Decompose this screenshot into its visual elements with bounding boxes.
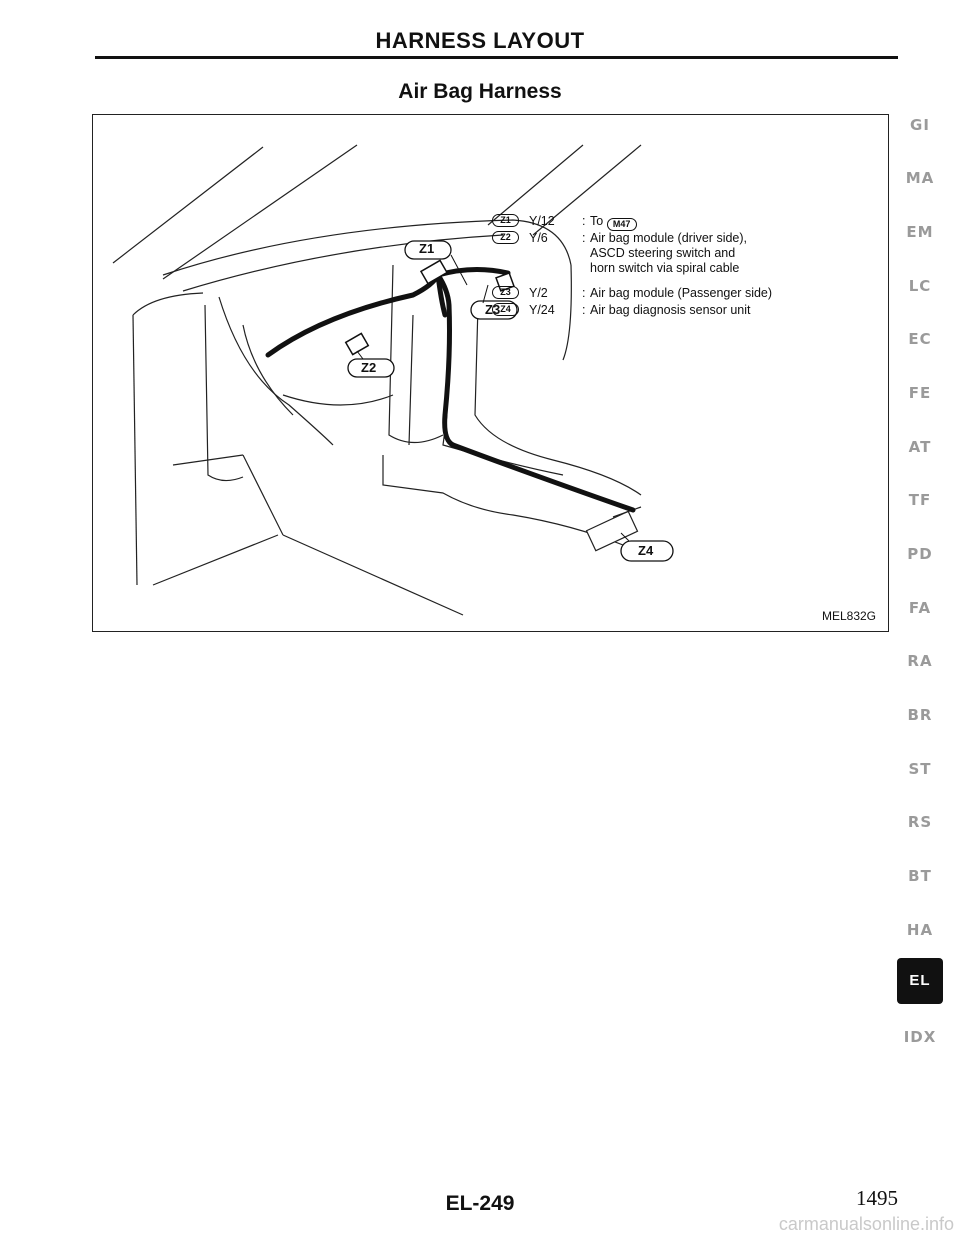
figure-code: MEL832G <box>821 609 876 623</box>
wire-color: Y/6 <box>529 231 548 245</box>
separator: : <box>582 286 586 300</box>
index-tab-ma[interactable]: MA <box>905 169 935 187</box>
index-tab-at[interactable]: AT <box>908 438 932 456</box>
connector-badge: Z3 <box>492 286 519 299</box>
legend-row-z2 <box>492 231 792 276</box>
callout-z2: Z2 <box>361 360 377 375</box>
connector-legend <box>492 214 792 320</box>
desc-line: ASCD steering switch and <box>590 246 736 260</box>
index-tab-br[interactable]: BR <box>907 706 933 724</box>
page-number: 1495 <box>856 1186 898 1210</box>
page-header-title: HARNESS LAYOUT <box>375 28 585 53</box>
index-tab-pd[interactable]: PD <box>907 545 933 563</box>
legend-description <box>590 214 792 229</box>
index-tab-st[interactable]: ST <box>908 760 932 778</box>
index-tab-ha[interactable]: HA <box>906 921 934 939</box>
separator: : <box>582 303 586 317</box>
separator: : <box>582 214 586 228</box>
index-tab-rs[interactable]: RS <box>907 813 933 831</box>
harness-diagram-illustration <box>93 115 890 633</box>
callout-z1: Z1 <box>419 241 435 256</box>
index-tab-fe[interactable]: FE <box>908 384 932 402</box>
connector-badge: Z2 <box>492 231 519 244</box>
index-tab-gi[interactable]: GI <box>910 116 930 134</box>
legend-description: Air bag module (Passenger side) <box>590 286 773 300</box>
connector-badge: Z1 <box>492 214 519 227</box>
callout-z3: Z3 <box>485 302 501 317</box>
index-tab-ec[interactable]: EC <box>908 330 932 348</box>
index-tab-tf[interactable]: TF <box>908 491 932 509</box>
wire-color: Y/24 <box>529 303 555 317</box>
index-tab-idx[interactable]: IDX <box>903 1028 937 1046</box>
legend-row-z4 <box>492 303 792 318</box>
index-tab-bt[interactable]: BT <box>908 867 932 885</box>
ref-connector-badge: M47 <box>607 218 637 231</box>
index-tab-em[interactable]: EM <box>906 223 934 241</box>
desc-line: horn switch via spiral cable <box>590 261 740 275</box>
index-tab-ra[interactable]: RA <box>907 652 933 670</box>
callout-z4: Z4 <box>638 543 654 558</box>
desc-prefix: To <box>590 214 604 228</box>
connector-badge: Z4 <box>492 303 519 316</box>
header-rule <box>95 56 898 59</box>
index-tab-el-active[interactable]: EL <box>897 958 943 1004</box>
legend-row-z1 <box>492 214 792 229</box>
watermark: carmanualsonline.info <box>778 1214 954 1234</box>
wire-color: Y/2 <box>529 286 548 300</box>
desc-line: Air bag module (driver side), <box>590 231 748 245</box>
legend-row-z3 <box>492 286 792 301</box>
page-code: EL-249 <box>445 1192 515 1215</box>
wire-color: Y/12 <box>529 214 555 228</box>
index-tab-fa[interactable]: FA <box>908 599 932 617</box>
separator: : <box>582 231 586 245</box>
legend-description: Air bag diagnosis sensor unit <box>590 303 751 317</box>
section-title: Air Bag Harness <box>398 80 562 103</box>
index-tab-lc[interactable]: LC <box>908 277 932 295</box>
legend-description <box>590 231 792 276</box>
harness-diagram-frame <box>92 114 889 632</box>
